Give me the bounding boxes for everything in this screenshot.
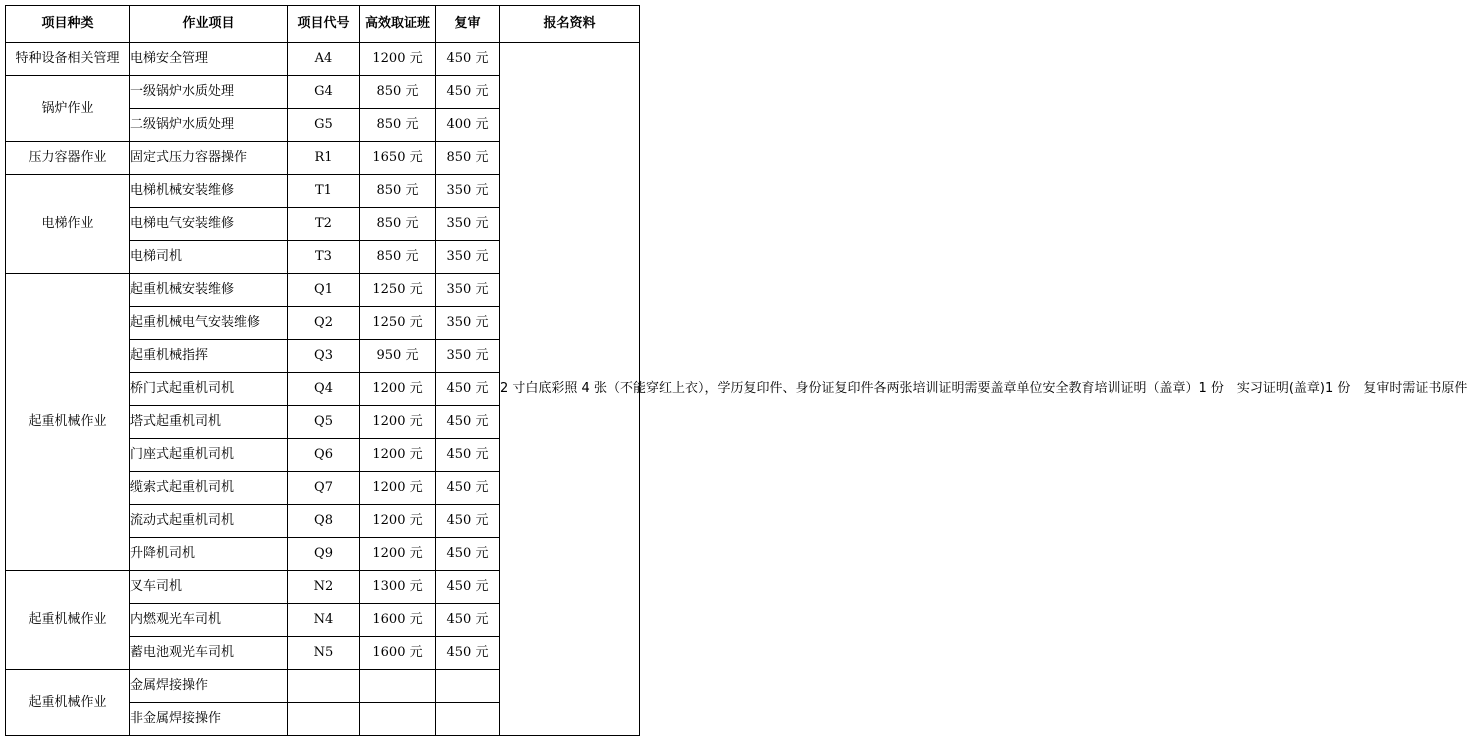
project-cell: 叉车司机	[130, 571, 288, 604]
review-cell: 450 元	[436, 604, 500, 637]
training-fee-table	[5, 5, 1467, 736]
category-cell: 起重机械作业	[6, 274, 130, 571]
fee-cell: 1200 元	[360, 43, 436, 76]
review-cell: 850 元	[436, 142, 500, 175]
code-cell: Q4	[288, 373, 360, 406]
fee-cell: 1650 元	[360, 142, 436, 175]
project-cell: 升降机司机	[130, 538, 288, 571]
fee-cell: 1250 元	[360, 274, 436, 307]
fee-cell: 850 元	[360, 241, 436, 274]
code-cell: T3	[288, 241, 360, 274]
project-cell: 桥门式起重机司机	[130, 373, 288, 406]
fee-cell: 1300 元	[360, 571, 436, 604]
project-cell: 起重机械指挥	[130, 340, 288, 373]
review-cell: 450 元	[436, 43, 500, 76]
review-cell: 450 元	[436, 406, 500, 439]
fee-cell: 1200 元	[360, 472, 436, 505]
review-cell: 350 元	[436, 340, 500, 373]
fee-cell: 850 元	[360, 208, 436, 241]
fee-cell: 950 元	[360, 340, 436, 373]
category-cell: 压力容器作业	[6, 142, 130, 175]
code-cell: Q7	[288, 472, 360, 505]
category-cell: 起重机械作业	[6, 571, 130, 670]
project-cell: 电梯司机	[130, 241, 288, 274]
code-cell: Q9	[288, 538, 360, 571]
project-cell: 电梯机械安装维修	[130, 175, 288, 208]
fee-cell: 850 元	[360, 76, 436, 109]
code-cell: Q3	[288, 340, 360, 373]
project-cell: 电梯安全管理	[130, 43, 288, 76]
code-cell: N2	[288, 571, 360, 604]
review-cell: 450 元	[436, 637, 500, 670]
code-cell: N4	[288, 604, 360, 637]
project-cell: 起重机械安装维修	[130, 274, 288, 307]
code-cell	[288, 703, 360, 736]
header-row	[6, 6, 640, 43]
code-cell: G4	[288, 76, 360, 109]
fee-cell	[360, 703, 436, 736]
code-cell: Q1	[288, 274, 360, 307]
materials-cell: 2 寸白底彩照 4 张（不能穿红上衣），学历复印件、身份证复印件各两张培训证明需要盖章单位安全教育培训证明（盖章）1 份 实习证明(盖章)1 份 复审时需证书原件	[500, 43, 640, 736]
code-cell: Q2	[288, 307, 360, 340]
review-cell	[436, 703, 500, 736]
project-cell: 二级锅炉水质处理	[130, 109, 288, 142]
fee-cell: 1200 元	[360, 373, 436, 406]
project-cell: 一级锅炉水质处理	[130, 76, 288, 109]
code-cell: T1	[288, 175, 360, 208]
header-code: 项目代号	[288, 6, 360, 43]
code-cell: Q8	[288, 505, 360, 538]
fee-cell: 1600 元	[360, 604, 436, 637]
fee-cell: 1200 元	[360, 439, 436, 472]
table-row	[6, 43, 640, 76]
code-cell: Q6	[288, 439, 360, 472]
category-cell: 起重机械作业	[6, 670, 130, 736]
header-fee: 高效取证班	[360, 6, 436, 43]
project-cell: 流动式起重机司机	[130, 505, 288, 538]
header-review: 复审	[436, 6, 500, 43]
review-cell: 450 元	[436, 76, 500, 109]
review-cell: 350 元	[436, 241, 500, 274]
code-cell: A4	[288, 43, 360, 76]
category-cell: 电梯作业	[6, 175, 130, 274]
project-cell: 非金属焊接操作	[130, 703, 288, 736]
header-materials: 报名资料	[500, 6, 640, 43]
project-cell: 缆索式起重机司机	[130, 472, 288, 505]
code-cell: N5	[288, 637, 360, 670]
project-cell: 门座式起重机司机	[130, 439, 288, 472]
review-cell: 400 元	[436, 109, 500, 142]
project-cell: 塔式起重机司机	[130, 406, 288, 439]
fee-cell: 1200 元	[360, 538, 436, 571]
review-cell: 350 元	[436, 208, 500, 241]
code-cell: Q5	[288, 406, 360, 439]
fee-cell: 1200 元	[360, 505, 436, 538]
fee-cell: 1200 元	[360, 406, 436, 439]
review-cell: 450 元	[436, 538, 500, 571]
fee-cell: 1250 元	[360, 307, 436, 340]
fee-cell: 850 元	[360, 175, 436, 208]
project-cell: 蓄电池观光车司机	[130, 637, 288, 670]
category-cell: 锅炉作业	[6, 76, 130, 142]
code-cell: R1	[288, 142, 360, 175]
review-cell: 450 元	[436, 505, 500, 538]
header-project: 作业项目	[130, 6, 288, 43]
review-cell: 350 元	[436, 175, 500, 208]
project-cell: 内燃观光车司机	[130, 604, 288, 637]
review-cell: 450 元	[436, 571, 500, 604]
code-cell	[288, 670, 360, 703]
review-cell: 450 元	[436, 472, 500, 505]
project-cell: 固定式压力容器操作	[130, 142, 288, 175]
review-cell	[436, 670, 500, 703]
review-cell: 350 元	[436, 307, 500, 340]
review-cell: 450 元	[436, 373, 500, 406]
header-category: 项目种类	[6, 6, 130, 43]
project-cell: 金属焊接操作	[130, 670, 288, 703]
review-cell: 450 元	[436, 439, 500, 472]
fee-cell: 1600 元	[360, 637, 436, 670]
project-cell: 起重机械电气安装维修	[130, 307, 288, 340]
fee-cell	[360, 670, 436, 703]
project-cell: 电梯电气安装维修	[130, 208, 288, 241]
fee-cell: 850 元	[360, 109, 436, 142]
category-cell: 特种设备相关管理	[6, 43, 130, 76]
code-cell: G5	[288, 109, 360, 142]
code-cell: T2	[288, 208, 360, 241]
review-cell: 350 元	[436, 274, 500, 307]
